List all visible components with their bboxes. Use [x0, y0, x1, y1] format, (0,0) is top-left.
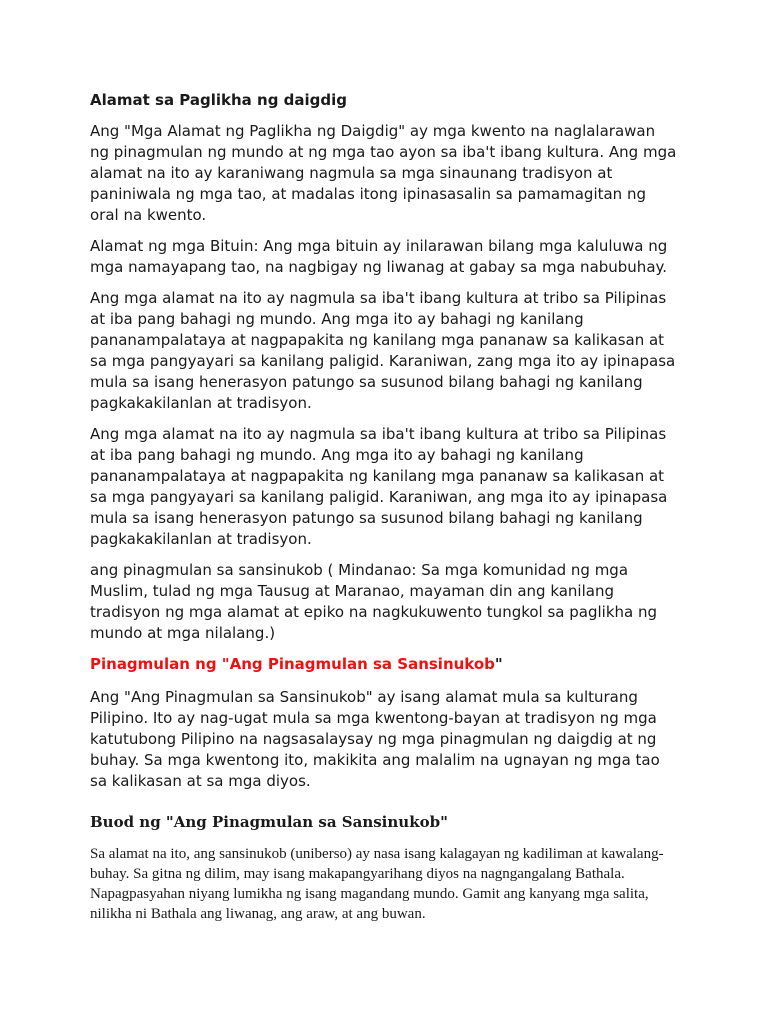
intro-paragraph: Ang "Mga Alamat ng Paglikha ng Daigdig" ay mga kwento na naglalarawan ng pinagmulan ng mundo at ng mga tao ayon sa iba't ibang kultura. Ang mga alamat na ito ay karaniwang nagmula sa mga sinaunang tradisyon at paniniwala ng mga tao, at madalas itong ipinasasalin sa pamamagitan ng oral na kwento.: [90, 122, 677, 224]
origin-paragraph-1: Ang mga alamat na ito ay nagmula sa iba't ibang kultura at tribo sa Pilipinas at iba pang bahagi ng mundo. Ang mga ito ay bahagi ng kanilang pananampalataya at nagpapakita ng kanilang mga pananaw sa kalikasan at sa mga pangyayari sa kanilang paligid. Karaniwan, zang mga ito ay ipinapasa mula sa isang henerasyon patungo sa susunod bilang bahagi ng kanilang pagkakakilanlan at tradisyon.: [90, 289, 676, 412]
section-heading-buod: Buod ng "Ang Pinagmulan sa Sansinukob": [90, 813, 448, 831]
mindanao-paragraph: ang pinagmulan sa sansinukob ( Mindanao: Sa mga komunidad ng mga Muslim, tulad ng mga Tausug at Maranao, mayaman din ang kanilang tradisyon ng mga alamat at epiko na nagkukuwento tungkol sa paglikha ng mundo at mga nilalang.): [90, 561, 658, 642]
pinagmulan-paragraph: Ang "Ang Pinagmulan sa Sansinukob" ay isang alamat mula sa kulturang Pilipino. Ito ay nag-ugat mula sa mga kwentong-bayan at tradisyon ng mga katutubong Pilipino na nagsasalaysay ng mga pinagmulan ng daigdig at ng buhay. Sa mga kwentong ito, makikita ang malalim na ugnayan ng mga tao sa kalikasan at sa mga diyos.: [90, 688, 660, 790]
section-heading-pinagmulan: [90, 654, 678, 675]
document-page: [90, 90, 678, 924]
origin-paragraph-2: Ang mga alamat na ito ay nagmula sa iba't ibang kultura at tribo sa Pilipinas at iba pang bahagi ng mundo. Ang mga ito ay bahagi ng kanilang pananampalataya at nagpapakita ng kanilang mga pananaw sa kalikasan at sa mga pangyayari sa kanilang paligid. Karaniwan, ang mga ito ay ipinapasa mula sa isang henerasyon patungo sa susunod bilang bahagi ng kanilang pagkakakilanlan at tradisyon.: [90, 425, 668, 548]
bituin-paragraph: Alamat ng mga Bituin: Ang mga bituin ay inilarawan bilang mga kaluluwa ng mga namayapang tao, na nagbigay ng liwanag at gabay sa mga nabubuhay.: [90, 237, 668, 276]
document-title: Alamat sa Paglikha ng daigdig: [90, 91, 348, 109]
section-heading-red-text: Pinagmulan ng "Ang Pinagmulan sa Sansinukob: [90, 655, 495, 673]
section-heading-tail: ": [494, 655, 503, 673]
buod-paragraph: Sa alamat na ito, ang sansinukob (uniberso) ay nasa isang kalagayan ng kadiliman at kawalang-buhay. Sa gitna ng dilim, may isang makapangyarihang diyos na nagngangalang Bathala. Napagpasyahan niyang lumikha ng isang magandang mundo. Gamit ang kanyang mga salita, nilikha ni Bathala ang liwanag, ang araw, at ang buwan.: [90, 846, 664, 922]
